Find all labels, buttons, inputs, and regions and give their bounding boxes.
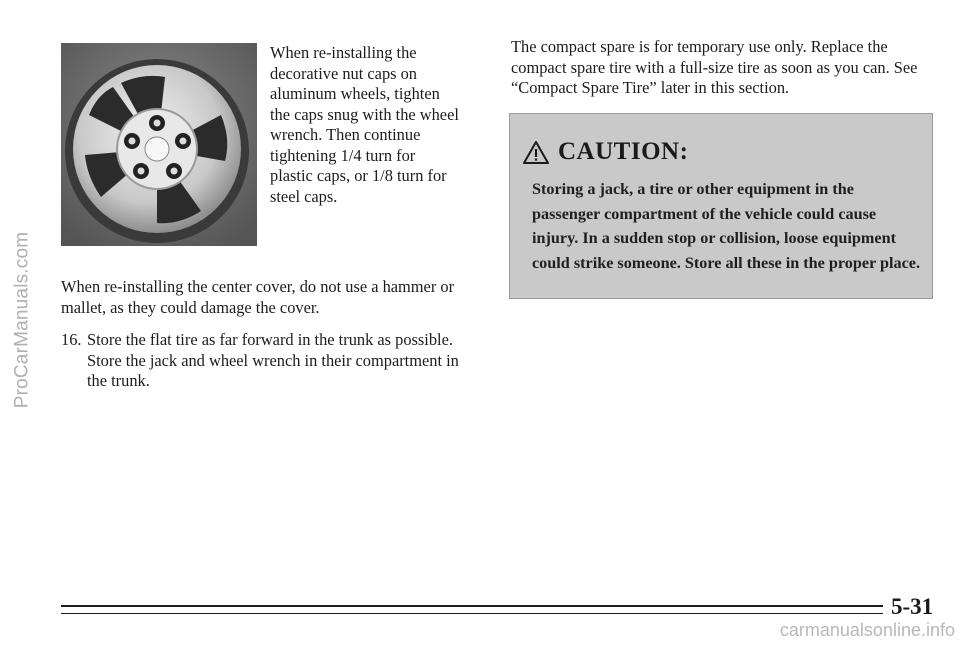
- wheel-illustration: [61, 43, 257, 246]
- footer-rule-thick: [61, 605, 883, 607]
- center-cover-paragraph: When re-installing the center cover, do not use a hammer or mallet, as they could damage the cover.: [61, 277, 455, 317]
- page-number: 5-31: [891, 594, 934, 619]
- side-watermark: [2, 20, 42, 620]
- caution-text: Storing a jack, a tire or other equipment in the passenger compartment of the vehicle could cause injury. In a sudden stop or collision, loose equipment could strike someone. Store all these in the proper place.: [532, 180, 921, 272]
- caution-heading: [522, 138, 688, 166]
- step-text: Store the flat tire as far forward in the trunk as possible. Store the jack and wheel wrench in their compartment in the trunk.: [87, 330, 459, 390]
- wheel-caption: When re-installing the decorative nut caps on aluminum wheels, tighten the caps snug with the wheel wrench. Then continue tightening 1/4 turn for plastic caps, or 1/8 turn for steel caps.: [270, 43, 459, 206]
- warning-triangle-icon: [522, 140, 550, 165]
- step-16: [61, 330, 481, 392]
- compact-spare-paragraph: The compact spare is for temporary use only. Replace the compact spare tire with a full-size tire as soon as you can. See “Compact Spare Tire” later in this section.: [511, 37, 918, 97]
- wheel-photo: [61, 43, 257, 246]
- side-watermark-text: ProCarManuals.com: [11, 231, 33, 409]
- bottom-watermark: carmanualsonline.info: [779, 620, 955, 640]
- caution-title: CAUTION:: [558, 138, 689, 165]
- footer-rule-thin: [61, 613, 883, 614]
- step-number: 16.: [61, 330, 82, 349]
- caution-box: [509, 113, 933, 299]
